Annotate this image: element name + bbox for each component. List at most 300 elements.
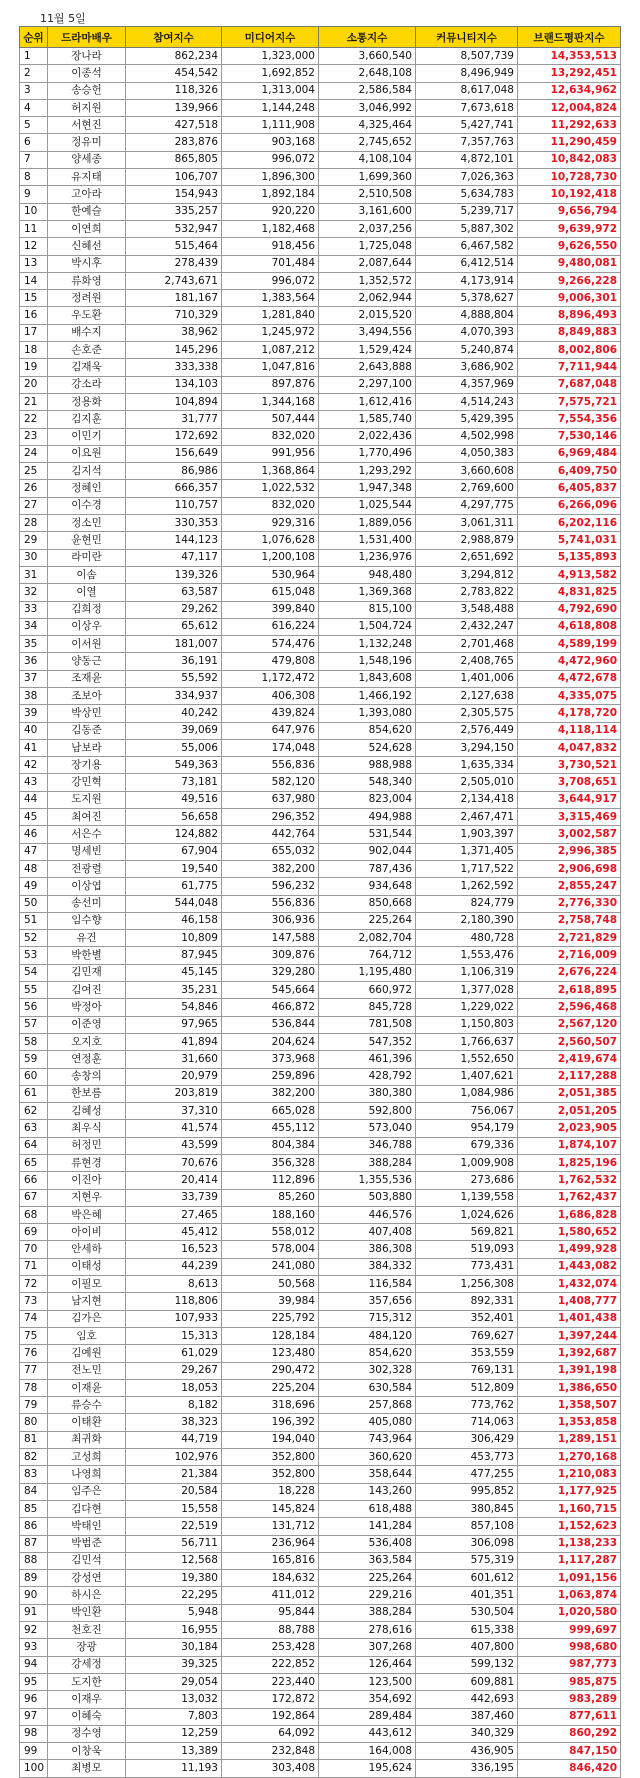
community-cell: 5,887,302 xyxy=(416,220,518,237)
community-cell: 569,821 xyxy=(416,1224,518,1241)
table-row xyxy=(20,359,621,376)
communication-cell: 592,800 xyxy=(319,1103,416,1120)
community-cell: 8,507,739 xyxy=(416,48,518,65)
rank-cell: 49 xyxy=(20,878,48,895)
participation-cell: 104,894 xyxy=(126,393,222,410)
participation-cell: 110,757 xyxy=(126,497,222,514)
rank-cell: 51 xyxy=(20,912,48,929)
header-actor: 드라마배우 xyxy=(48,27,126,48)
community-cell: 995,852 xyxy=(416,1483,518,1500)
media-cell: 647,976 xyxy=(222,722,319,739)
brand-index-cell: 3,315,469 xyxy=(518,809,621,826)
media-cell: 411,012 xyxy=(222,1587,319,1604)
communication-cell: 781,508 xyxy=(319,1016,416,1033)
table-row xyxy=(20,1206,621,1223)
rank-cell: 30 xyxy=(20,549,48,566)
media-cell: 1,200,108 xyxy=(222,549,319,566)
rank-cell: 77 xyxy=(20,1362,48,1379)
rank-cell: 87 xyxy=(20,1535,48,1552)
rank-cell: 16 xyxy=(20,307,48,324)
rank-cell: 61 xyxy=(20,1085,48,1102)
table-row xyxy=(20,1051,621,1068)
brand-index-cell: 983,289 xyxy=(518,1691,621,1708)
community-cell: 2,988,879 xyxy=(416,532,518,549)
table-row xyxy=(20,480,621,497)
rank-cell: 40 xyxy=(20,722,48,739)
rank-cell: 19 xyxy=(20,359,48,376)
media-cell: 536,844 xyxy=(222,1016,319,1033)
actor-name-cell: 도지원 xyxy=(48,791,126,808)
table-row xyxy=(20,739,621,756)
participation-cell: 29,054 xyxy=(126,1673,222,1690)
community-cell: 1,407,621 xyxy=(416,1068,518,1085)
actor-name-cell: 이민기 xyxy=(48,428,126,445)
community-cell: 1,552,650 xyxy=(416,1051,518,1068)
rank-cell: 99 xyxy=(20,1743,48,1760)
communication-cell: 715,312 xyxy=(319,1310,416,1327)
brand-index-cell: 1,391,198 xyxy=(518,1362,621,1379)
media-cell: 507,444 xyxy=(222,411,319,428)
actor-name-cell: 이상우 xyxy=(48,618,126,635)
brand-index-cell: 1,358,507 xyxy=(518,1397,621,1414)
participation-cell: 203,819 xyxy=(126,1085,222,1102)
media-cell: 578,004 xyxy=(222,1241,319,1258)
rank-cell: 20 xyxy=(20,376,48,393)
actor-name-cell: 이요원 xyxy=(48,445,126,462)
table-row xyxy=(20,497,621,514)
media-cell: 1,313,004 xyxy=(222,82,319,99)
actor-name-cell: 이종석 xyxy=(48,65,126,82)
table-row xyxy=(20,1587,621,1604)
actor-name-cell: 박인환 xyxy=(48,1604,126,1621)
media-cell: 1,281,840 xyxy=(222,307,319,324)
communication-cell: 1,770,496 xyxy=(319,445,416,462)
brand-index-cell: 4,118,114 xyxy=(518,722,621,739)
community-cell: 3,294,812 xyxy=(416,566,518,583)
communication-cell: 1,889,056 xyxy=(319,515,416,532)
actor-name-cell: 장나라 xyxy=(48,48,126,65)
participation-cell: 145,296 xyxy=(126,342,222,359)
communication-cell: 787,436 xyxy=(319,860,416,877)
brand-index-cell: 12,004,824 xyxy=(518,99,621,116)
participation-cell: 330,353 xyxy=(126,515,222,532)
table-row xyxy=(20,1293,621,1310)
media-cell: 85,260 xyxy=(222,1189,319,1206)
participation-cell: 70,676 xyxy=(126,1155,222,1172)
table-row xyxy=(20,1172,621,1189)
participation-cell: 73,181 xyxy=(126,774,222,791)
communication-cell: 380,380 xyxy=(319,1085,416,1102)
community-cell: 1,717,522 xyxy=(416,860,518,877)
brand-index-cell: 2,855,247 xyxy=(518,878,621,895)
community-cell: 615,338 xyxy=(416,1622,518,1639)
communication-cell: 743,964 xyxy=(319,1431,416,1448)
media-cell: 897,876 xyxy=(222,376,319,393)
table-row xyxy=(20,1258,621,1275)
communication-cell: 618,488 xyxy=(319,1500,416,1517)
table-row xyxy=(20,1085,621,1102)
actor-name-cell: 서현진 xyxy=(48,117,126,134)
rank-cell: 31 xyxy=(20,566,48,583)
rank-cell: 24 xyxy=(20,445,48,462)
rank-cell: 55 xyxy=(20,982,48,999)
participation-cell: 19,540 xyxy=(126,860,222,877)
actor-name-cell: 이재우 xyxy=(48,1691,126,1708)
communication-cell: 2,087,644 xyxy=(319,255,416,272)
actor-name-cell: 전광렬 xyxy=(48,860,126,877)
media-cell: 18,228 xyxy=(222,1483,319,1500)
actor-name-cell: 이재윤 xyxy=(48,1379,126,1396)
communication-cell: 407,408 xyxy=(319,1224,416,1241)
actor-name-cell: 김동준 xyxy=(48,722,126,739)
brand-index-cell: 9,656,794 xyxy=(518,203,621,220)
actor-name-cell: 송선미 xyxy=(48,895,126,912)
date-label: 11월 5일 xyxy=(40,12,86,25)
rank-cell: 38 xyxy=(20,687,48,704)
community-cell: 4,888,804 xyxy=(416,307,518,324)
participation-cell: 19,380 xyxy=(126,1570,222,1587)
communication-cell: 123,500 xyxy=(319,1673,416,1690)
community-cell: 3,548,488 xyxy=(416,601,518,618)
participation-cell: 87,945 xyxy=(126,947,222,964)
brand-index-cell: 8,002,806 xyxy=(518,342,621,359)
community-cell: 352,401 xyxy=(416,1310,518,1327)
community-cell: 4,050,383 xyxy=(416,445,518,462)
rank-cell: 37 xyxy=(20,670,48,687)
community-cell: 477,255 xyxy=(416,1466,518,1483)
community-cell: 8,617,048 xyxy=(416,82,518,99)
media-cell: 1,144,248 xyxy=(222,99,319,116)
brand-index-cell: 3,730,521 xyxy=(518,757,621,774)
participation-cell: 15,313 xyxy=(126,1327,222,1344)
rank-cell: 74 xyxy=(20,1310,48,1327)
rank-cell: 69 xyxy=(20,1224,48,1241)
media-cell: 439,824 xyxy=(222,705,319,722)
table-row xyxy=(20,1362,621,1379)
communication-cell: 116,584 xyxy=(319,1276,416,1293)
table-row xyxy=(20,1431,621,1448)
community-cell: 6,412,514 xyxy=(416,255,518,272)
table-row xyxy=(20,203,621,220)
rank-cell: 39 xyxy=(20,705,48,722)
table-row xyxy=(20,342,621,359)
table-row xyxy=(20,1397,621,1414)
table-row xyxy=(20,82,621,99)
table-row xyxy=(20,1310,621,1327)
table-row xyxy=(20,601,621,618)
communication-cell: 2,022,436 xyxy=(319,428,416,445)
community-cell: 5,378,627 xyxy=(416,290,518,307)
actor-name-cell: 김여진 xyxy=(48,982,126,999)
communication-cell: 1,025,544 xyxy=(319,497,416,514)
actor-name-cell: 도지한 xyxy=(48,1673,126,1690)
community-cell: 1,377,028 xyxy=(416,982,518,999)
rank-cell: 63 xyxy=(20,1120,48,1137)
community-cell: 5,429,395 xyxy=(416,411,518,428)
participation-cell: 44,239 xyxy=(126,1258,222,1275)
table-row xyxy=(20,566,621,583)
participation-cell: 35,231 xyxy=(126,982,222,999)
media-cell: 903,168 xyxy=(222,134,319,151)
brand-index-cell: 6,969,484 xyxy=(518,445,621,462)
rank-cell: 6 xyxy=(20,134,48,151)
table-row xyxy=(20,1189,621,1206)
community-cell: 2,651,692 xyxy=(416,549,518,566)
participation-cell: 124,882 xyxy=(126,826,222,843)
table-row xyxy=(20,1535,621,1552)
participation-cell: 56,658 xyxy=(126,809,222,826)
media-cell: 241,080 xyxy=(222,1258,319,1275)
brand-index-cell: 2,716,009 xyxy=(518,947,621,964)
participation-cell: 41,574 xyxy=(126,1120,222,1137)
communication-cell: 948,480 xyxy=(319,566,416,583)
rank-cell: 25 xyxy=(20,463,48,480)
participation-cell: 10,809 xyxy=(126,930,222,947)
participation-cell: 54,846 xyxy=(126,999,222,1016)
media-cell: 991,956 xyxy=(222,445,319,462)
participation-cell: 44,719 xyxy=(126,1431,222,1448)
brand-index-cell: 4,589,199 xyxy=(518,636,621,653)
rank-cell: 43 xyxy=(20,774,48,791)
table-row xyxy=(20,653,621,670)
community-cell: 769,131 xyxy=(416,1362,518,1379)
brand-index-cell: 847,150 xyxy=(518,1743,621,1760)
communication-cell: 1,843,608 xyxy=(319,670,416,687)
community-cell: 714,063 xyxy=(416,1414,518,1431)
communication-cell: 854,620 xyxy=(319,722,416,739)
community-cell: 7,673,618 xyxy=(416,99,518,116)
media-cell: 1,892,184 xyxy=(222,186,319,203)
actor-name-cell: 서은수 xyxy=(48,826,126,843)
participation-cell: 22,295 xyxy=(126,1587,222,1604)
communication-cell: 630,584 xyxy=(319,1379,416,1396)
media-cell: 123,480 xyxy=(222,1345,319,1362)
media-cell: 556,836 xyxy=(222,757,319,774)
communication-cell: 1,352,572 xyxy=(319,272,416,289)
participation-cell: 139,966 xyxy=(126,99,222,116)
media-cell: 39,984 xyxy=(222,1293,319,1310)
participation-cell: 181,007 xyxy=(126,636,222,653)
community-cell: 336,195 xyxy=(416,1760,518,1777)
brand-index-cell: 2,721,829 xyxy=(518,930,621,947)
communication-cell: 1,466,192 xyxy=(319,687,416,704)
rank-cell: 60 xyxy=(20,1068,48,1085)
participation-cell: 21,384 xyxy=(126,1466,222,1483)
participation-cell: 20,414 xyxy=(126,1172,222,1189)
actor-name-cell: 오지호 xyxy=(48,1033,126,1050)
table-row xyxy=(20,826,621,843)
table-row xyxy=(20,255,621,272)
participation-cell: 172,692 xyxy=(126,428,222,445)
brand-index-cell: 1,210,083 xyxy=(518,1466,621,1483)
media-cell: 259,896 xyxy=(222,1068,319,1085)
rank-cell: 7 xyxy=(20,151,48,168)
table-row xyxy=(20,757,621,774)
participation-cell: 49,516 xyxy=(126,791,222,808)
header-participation: 참여지수 xyxy=(126,27,222,48)
community-cell: 1,553,476 xyxy=(416,947,518,964)
rank-cell: 72 xyxy=(20,1276,48,1293)
brand-index-cell: 2,596,468 xyxy=(518,999,621,1016)
actor-name-cell: 라미란 xyxy=(48,549,126,566)
communication-cell: 850,668 xyxy=(319,895,416,912)
media-cell: 194,040 xyxy=(222,1431,319,1448)
actor-name-cell: 나영희 xyxy=(48,1466,126,1483)
rank-cell: 80 xyxy=(20,1414,48,1431)
table-row xyxy=(20,151,621,168)
media-cell: 1,087,212 xyxy=(222,342,319,359)
table-row xyxy=(20,670,621,687)
actor-name-cell: 김재욱 xyxy=(48,359,126,376)
community-cell: 512,809 xyxy=(416,1379,518,1396)
table-row xyxy=(20,169,621,186)
communication-cell: 225,264 xyxy=(319,1570,416,1587)
table-row xyxy=(20,1103,621,1120)
brand-index-cell: 999,697 xyxy=(518,1622,621,1639)
actor-name-cell: 이혜숙 xyxy=(48,1708,126,1725)
media-cell: 88,788 xyxy=(222,1622,319,1639)
community-cell: 1,256,308 xyxy=(416,1276,518,1293)
actor-name-cell: 손호준 xyxy=(48,342,126,359)
brand-index-cell: 1,160,715 xyxy=(518,1500,621,1517)
community-cell: 4,502,998 xyxy=(416,428,518,445)
community-cell: 824,779 xyxy=(416,895,518,912)
actor-name-cell: 박태인 xyxy=(48,1518,126,1535)
brand-index-cell: 6,202,116 xyxy=(518,515,621,532)
participation-cell: 29,262 xyxy=(126,601,222,618)
header-community: 커뮤니티지수 xyxy=(416,27,518,48)
participation-cell: 20,584 xyxy=(126,1483,222,1500)
media-cell: 1,368,864 xyxy=(222,463,319,480)
participation-cell: 31,777 xyxy=(126,411,222,428)
actor-name-cell: 이수경 xyxy=(48,497,126,514)
rank-cell: 65 xyxy=(20,1155,48,1172)
actor-name-cell: 정유미 xyxy=(48,134,126,151)
rank-cell: 50 xyxy=(20,895,48,912)
actor-name-cell: 정혜인 xyxy=(48,480,126,497)
community-cell: 769,627 xyxy=(416,1327,518,1344)
table-header-row xyxy=(20,27,621,48)
brand-index-cell: 13,292,451 xyxy=(518,65,621,82)
participation-cell: 156,649 xyxy=(126,445,222,462)
table-row xyxy=(20,1068,621,1085)
actor-name-cell: 이열 xyxy=(48,584,126,601)
community-cell: 1,635,334 xyxy=(416,757,518,774)
brand-index-cell: 4,178,720 xyxy=(518,705,621,722)
community-cell: 3,686,902 xyxy=(416,359,518,376)
community-cell: 480,728 xyxy=(416,930,518,947)
rank-cell: 95 xyxy=(20,1673,48,1690)
brand-index-cell: 987,773 xyxy=(518,1656,621,1673)
brand-index-cell: 4,472,678 xyxy=(518,670,621,687)
table-row xyxy=(20,722,621,739)
actor-name-cell: 임주은 xyxy=(48,1483,126,1500)
community-cell: 530,504 xyxy=(416,1604,518,1621)
table-row xyxy=(20,324,621,341)
brand-index-cell: 1,177,925 xyxy=(518,1483,621,1500)
actor-name-cell: 김지석 xyxy=(48,463,126,480)
actor-name-cell: 류현경 xyxy=(48,1155,126,1172)
actor-name-cell: 김지훈 xyxy=(48,411,126,428)
communication-cell: 988,988 xyxy=(319,757,416,774)
participation-cell: 30,184 xyxy=(126,1639,222,1656)
communication-cell: 1,132,248 xyxy=(319,636,416,653)
rank-cell: 22 xyxy=(20,411,48,428)
brand-index-cell: 2,419,674 xyxy=(518,1051,621,1068)
media-cell: 655,032 xyxy=(222,843,319,860)
table-body xyxy=(20,48,621,1778)
table-row xyxy=(20,1327,621,1344)
actor-name-cell: 한보름 xyxy=(48,1085,126,1102)
rank-cell: 13 xyxy=(20,255,48,272)
media-cell: 929,316 xyxy=(222,515,319,532)
brand-index-cell: 4,831,825 xyxy=(518,584,621,601)
communication-cell: 354,692 xyxy=(319,1691,416,1708)
participation-cell: 8,613 xyxy=(126,1276,222,1293)
table-row xyxy=(20,618,621,635)
table-row xyxy=(20,705,621,722)
participation-cell: 29,267 xyxy=(126,1362,222,1379)
community-cell: 1,139,558 xyxy=(416,1189,518,1206)
brand-index-cell: 2,676,224 xyxy=(518,964,621,981)
media-cell: 442,764 xyxy=(222,826,319,843)
community-cell: 1,229,022 xyxy=(416,999,518,1016)
communication-cell: 3,046,992 xyxy=(319,99,416,116)
table-row xyxy=(20,1760,621,1777)
brand-index-cell: 1,499,928 xyxy=(518,1241,621,1258)
community-cell: 1,009,908 xyxy=(416,1155,518,1172)
rank-cell: 54 xyxy=(20,964,48,981)
participation-cell: 106,707 xyxy=(126,169,222,186)
brand-index-cell: 7,575,721 xyxy=(518,393,621,410)
communication-cell: 357,656 xyxy=(319,1293,416,1310)
community-cell: 5,427,741 xyxy=(416,117,518,134)
table-row xyxy=(20,895,621,912)
participation-cell: 63,587 xyxy=(126,584,222,601)
participation-cell: 97,965 xyxy=(126,1016,222,1033)
rank-cell: 41 xyxy=(20,739,48,756)
table-row xyxy=(20,376,621,393)
communication-cell: 1,504,724 xyxy=(319,618,416,635)
communication-cell: 548,340 xyxy=(319,774,416,791)
community-cell: 6,467,582 xyxy=(416,238,518,255)
rank-cell: 46 xyxy=(20,826,48,843)
table-row xyxy=(20,515,621,532)
community-cell: 273,686 xyxy=(416,1172,518,1189)
brand-index-cell: 1,289,151 xyxy=(518,1431,621,1448)
media-cell: 373,968 xyxy=(222,1051,319,1068)
communication-cell: 660,972 xyxy=(319,982,416,999)
media-cell: 222,852 xyxy=(222,1656,319,1673)
rank-cell: 5 xyxy=(20,117,48,134)
communication-cell: 195,624 xyxy=(319,1760,416,1777)
communication-cell: 4,325,464 xyxy=(319,117,416,134)
participation-cell: 56,711 xyxy=(126,1535,222,1552)
actor-name-cell: 이연희 xyxy=(48,220,126,237)
communication-cell: 503,880 xyxy=(319,1189,416,1206)
brand-index-cell: 12,634,962 xyxy=(518,82,621,99)
rank-cell: 26 xyxy=(20,480,48,497)
actor-name-cell: 류화영 xyxy=(48,272,126,289)
participation-cell: 283,876 xyxy=(126,134,222,151)
table-row xyxy=(20,48,621,65)
communication-cell: 388,284 xyxy=(319,1604,416,1621)
participation-cell: 67,904 xyxy=(126,843,222,860)
communication-cell: 547,352 xyxy=(319,1033,416,1050)
table-row xyxy=(20,1656,621,1673)
participation-cell: 61,775 xyxy=(126,878,222,895)
brand-index-cell: 1,580,652 xyxy=(518,1224,621,1241)
